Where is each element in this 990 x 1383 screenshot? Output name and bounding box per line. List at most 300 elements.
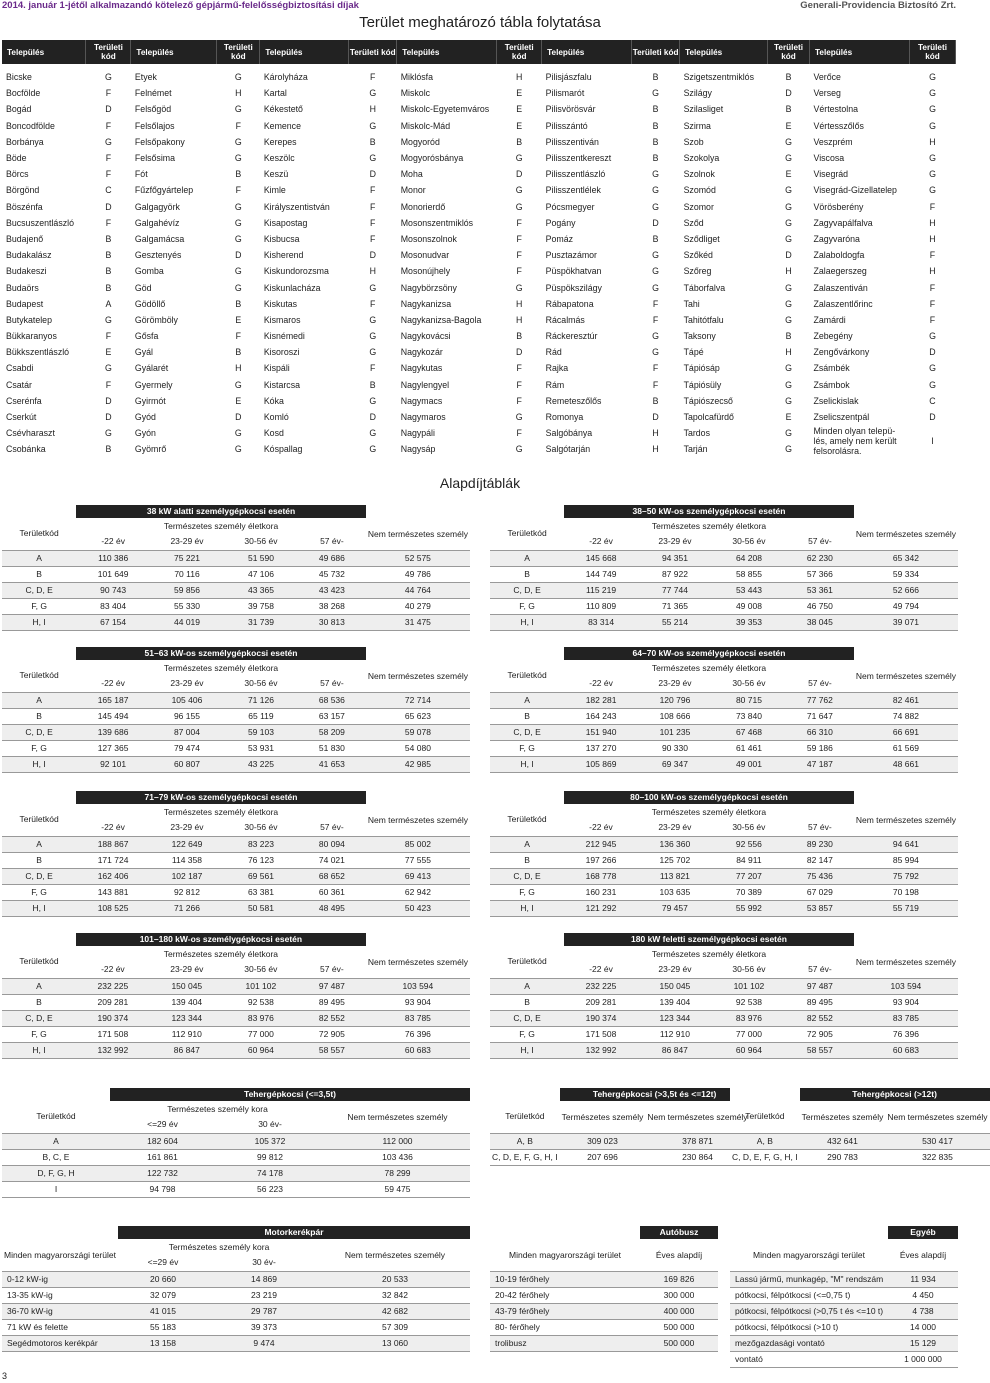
- settlement-name: Szob: [683, 136, 704, 147]
- bus-table: [490, 1226, 718, 1352]
- table-row: [2, 994, 470, 1010]
- table-row: [2, 377, 956, 393]
- premium-value: 97 487: [298, 978, 366, 994]
- settlement-code: G: [785, 379, 792, 390]
- area-code: H, I: [490, 756, 564, 772]
- area-code: F, G: [2, 884, 76, 900]
- settlement-code: G: [652, 282, 659, 293]
- premium-value: 50 423: [366, 900, 470, 916]
- settlement-name: Gyón: [134, 428, 156, 439]
- settlement-name: Zagyvaróna: [813, 233, 860, 244]
- area-code: C, D, E: [2, 1010, 76, 1026]
- premium-value: 171 508: [564, 1026, 638, 1042]
- moto-age-header: <=29 év: [118, 1255, 208, 1271]
- age-header: 57 év-: [298, 676, 366, 692]
- settlement-name: Kispáli: [263, 363, 290, 374]
- premium-value: 59 475: [325, 1181, 470, 1197]
- premium-value: 93 904: [854, 994, 958, 1010]
- premium-value: 132 992: [564, 1042, 638, 1058]
- table-row: [490, 1271, 718, 1287]
- settlement-code: G: [234, 233, 242, 244]
- area-code-header: Területkód: [2, 518, 76, 550]
- table-row: [2, 582, 470, 598]
- settlement-code: B: [235, 169, 242, 180]
- area-code: A: [490, 978, 564, 994]
- other-code-header: Minden magyarországi terület: [730, 1239, 888, 1271]
- settlement-name: Nagymacs: [400, 395, 443, 406]
- table-row: [490, 692, 958, 708]
- age-group-header: Természetes személy életkora: [651, 520, 767, 531]
- settlement-code: G: [515, 282, 523, 293]
- premium-value: 97 487: [786, 978, 854, 994]
- settlement-name: Budapest: [6, 298, 44, 309]
- row-label: pótkocsi, félpótkocsi (>10 t): [730, 1319, 888, 1335]
- table-row: [2, 1287, 470, 1303]
- settlement-code: I: [931, 436, 934, 447]
- settlement-name: Ráckeresztúr: [545, 331, 598, 342]
- premium-value: 139 686: [76, 724, 150, 740]
- table-row: [2, 409, 956, 425]
- table-row: [490, 614, 958, 630]
- settlement-name: Gomba: [134, 266, 164, 277]
- row-label: I: [2, 1181, 110, 1197]
- settlement-code: E: [785, 169, 792, 180]
- row-label: trolibusz: [490, 1335, 640, 1351]
- area-code: B: [490, 566, 564, 582]
- table-row: [2, 344, 956, 360]
- row-label: 13-35 kW-ig: [2, 1287, 118, 1303]
- row-label: B, C, E: [2, 1149, 110, 1165]
- settlement-code: G: [785, 298, 792, 309]
- settlement-name: Szomód: [683, 185, 716, 196]
- premium-value: 103 594: [854, 978, 958, 994]
- settlement-name: Miskolc-Mád: [400, 120, 451, 131]
- settlement-name: Csatár: [6, 379, 32, 390]
- other-annual-header: Éves alapdíj: [888, 1239, 958, 1271]
- settlement-name: Szőreg: [683, 266, 712, 277]
- base-table-title: 101–180 kW-os személygépkocsi esetén: [76, 933, 366, 946]
- premium-value: 87 004: [150, 724, 224, 740]
- area-code: C, D, E: [2, 582, 76, 598]
- settlement-name: Zalaegerszeg: [813, 266, 867, 277]
- row-label: 0-12 kW-ig: [2, 1271, 118, 1287]
- premium-value: 58 557: [298, 1042, 366, 1058]
- area-code: F, G: [490, 1026, 564, 1042]
- age-header: -22 év: [564, 676, 638, 692]
- settlement-code: D: [105, 201, 112, 212]
- column-header-code: Területi kód: [632, 40, 680, 64]
- settlement-code: E: [785, 412, 792, 423]
- area-code-header: Területkód: [490, 804, 564, 836]
- premium-value: 169 826: [640, 1271, 718, 1287]
- premium-value: 92 556: [712, 836, 786, 852]
- settlement-code: G: [369, 314, 377, 325]
- premium-value: 136 360: [638, 836, 712, 852]
- settlement-name: Gesztenyés: [134, 250, 182, 261]
- moto-group-header: Természetes személy kora: [168, 1241, 270, 1252]
- table-row: [490, 740, 958, 756]
- truck2-code-header: Területkód: [490, 1101, 560, 1133]
- premium-value: 15 129: [888, 1335, 958, 1351]
- settlement-name: Felnémet: [134, 88, 172, 99]
- table-row: [2, 1335, 470, 1351]
- premium-value: 300 000: [640, 1287, 718, 1303]
- settlement-code: F: [652, 363, 659, 374]
- premium-value: 92 538: [224, 994, 298, 1010]
- truck1-nonnat-header: Nem természetes személy: [325, 1101, 470, 1133]
- settlement-code: D: [235, 250, 242, 261]
- settlement-code: F: [652, 298, 659, 309]
- premium-value: 67 029: [786, 884, 854, 900]
- settlement-code: E: [235, 314, 242, 325]
- base-rate-table: [2, 647, 470, 773]
- premium-value: 53 361: [786, 582, 854, 598]
- table-row: [490, 1287, 718, 1303]
- area-code: B: [2, 852, 76, 868]
- table-row: [2, 1042, 470, 1058]
- premium-value: 232 225: [76, 978, 150, 994]
- settlement-name: Zselickislak: [813, 395, 859, 406]
- row-label: C, D, E, F, G, H, I: [490, 1149, 560, 1165]
- settlement-name: Pilisszentkereszt: [545, 153, 612, 164]
- premium-value: 72 905: [298, 1026, 366, 1042]
- premium-value: 69 561: [224, 868, 298, 884]
- settlement-name: Nagysáp: [400, 444, 436, 455]
- table-row: [2, 215, 956, 231]
- premium-value: 44 019: [150, 614, 224, 630]
- settlement-code: G: [785, 201, 792, 212]
- premium-value: 61 461: [712, 740, 786, 756]
- premium-value: 309 023: [560, 1133, 646, 1149]
- age-header: 57 év-: [786, 820, 854, 836]
- settlement-name: Tápiósáp: [683, 363, 720, 374]
- premium-value: 93 904: [366, 994, 470, 1010]
- premium-value: 80 715: [712, 692, 786, 708]
- settlement-name: Miskolc: [400, 88, 431, 99]
- settlement-code: A: [105, 298, 112, 309]
- premium-value: 73 840: [712, 708, 786, 724]
- settlement-code: H: [929, 266, 936, 277]
- settlement-code: F: [370, 298, 376, 309]
- premium-value: 74 882: [854, 708, 958, 724]
- settlement-code: G: [929, 185, 936, 196]
- premium-value: 209 281: [76, 994, 150, 1010]
- premium-value: 38 268: [298, 598, 366, 614]
- premium-value: 4 738: [888, 1303, 958, 1319]
- premium-value: 58 557: [786, 1042, 854, 1058]
- premium-value: 92 101: [76, 756, 150, 772]
- premium-value: 122 732: [110, 1165, 215, 1181]
- settlement-code: B: [652, 72, 659, 83]
- age-group-header: Természetes személy életkora: [163, 948, 279, 959]
- settlement-code: H: [516, 298, 523, 309]
- premium-value: 39 758: [224, 598, 298, 614]
- settlement-code: G: [234, 136, 242, 147]
- settlement-code: E: [105, 347, 112, 358]
- premium-value: 57 309: [320, 1319, 470, 1335]
- settlement-code: E: [235, 395, 242, 406]
- column-header-settlement: Település: [397, 40, 497, 64]
- table-row: [730, 1287, 958, 1303]
- settlement-code: G: [929, 363, 936, 374]
- settlement-name: Böde: [6, 153, 27, 164]
- premium-value: 39 353: [712, 614, 786, 630]
- settlement-name: Moha: [400, 169, 423, 180]
- premium-value: 60 964: [712, 1042, 786, 1058]
- settlement-code: F: [105, 153, 112, 164]
- premium-value: 58 855: [712, 566, 786, 582]
- settlement-code: H: [652, 444, 659, 455]
- non-natural-person-header: Nem természetes személy: [366, 518, 470, 550]
- row-label: pótkocsi, félpótkocsi (<=0,75 t): [730, 1287, 888, 1303]
- settlement-code: D: [369, 250, 376, 261]
- age-header: 30-56 év: [712, 820, 786, 836]
- settlement-code: D: [105, 395, 112, 406]
- settlement-name: Miklósfa: [400, 72, 433, 83]
- age-header: 30-56 év: [224, 962, 298, 978]
- table-row: [2, 296, 956, 312]
- settlement-name: Tápiószecső: [683, 395, 733, 406]
- settlement-code: F: [652, 314, 659, 325]
- premium-value: 94 351: [638, 550, 712, 566]
- area-code: A: [2, 978, 76, 994]
- page-number: 3: [2, 1371, 8, 1381]
- premium-value: 103 594: [366, 978, 470, 994]
- base-rate-table: [490, 791, 958, 917]
- settlement-code: F: [235, 185, 242, 196]
- table-row: [2, 868, 470, 884]
- settlement-code: F: [105, 217, 112, 228]
- table-row: [730, 1303, 958, 1319]
- settlement-code: F: [516, 250, 522, 261]
- settlement-code: B: [785, 331, 792, 342]
- settlement-name: Gyálarét: [134, 363, 169, 374]
- premium-value: 123 344: [150, 1010, 224, 1026]
- bus-code-header: Minden magyarországi terület: [490, 1239, 640, 1271]
- age-header: 23-29 év: [150, 820, 224, 836]
- age-header: 30-56 év: [224, 820, 298, 836]
- premium-value: 83 976: [224, 1010, 298, 1026]
- settlement-code: H: [235, 363, 242, 374]
- table-row: [490, 836, 958, 852]
- settlement-code: H: [929, 136, 936, 147]
- age-header: -22 év: [76, 534, 150, 550]
- premium-value: 76 396: [854, 1026, 958, 1042]
- premium-value: 47 106: [224, 566, 298, 582]
- settlement-name: Mosonszentmiklós: [400, 217, 474, 228]
- settlement-name: Mogyoród: [400, 136, 440, 147]
- premium-value: 115 219: [564, 582, 638, 598]
- premium-value: 82 461: [854, 692, 958, 708]
- premium-value: 102 187: [150, 868, 224, 884]
- settlement-code: F: [105, 169, 112, 180]
- settlement-code: G: [785, 153, 792, 164]
- table-row: [490, 1042, 958, 1058]
- settlement-code: G: [652, 185, 659, 196]
- premium-value: 32 079: [118, 1287, 208, 1303]
- settlement-name: Tápé: [683, 347, 704, 358]
- table-row: [2, 724, 470, 740]
- premium-value: 77 000: [712, 1026, 786, 1042]
- table-row: [2, 884, 470, 900]
- settlement-name: Monor: [400, 185, 426, 196]
- premium-value: 432 641: [800, 1133, 886, 1149]
- settlement-name: Kisbucsa: [263, 233, 300, 244]
- age-header: 30-56 év: [224, 534, 298, 550]
- table-row: [490, 1319, 718, 1335]
- settlement-code: G: [785, 363, 792, 374]
- premium-value: 13 060: [320, 1335, 470, 1351]
- premium-value: 29 787: [208, 1303, 320, 1319]
- premium-value: 75 436: [786, 868, 854, 884]
- settlement-code: G: [105, 428, 112, 439]
- settlement-code: B: [105, 233, 112, 244]
- settlement-code: G: [234, 72, 242, 83]
- moto-age-header: 30 év-: [208, 1255, 320, 1271]
- premium-value: 121 292: [564, 900, 638, 916]
- premium-value: 32 842: [320, 1287, 470, 1303]
- column-header-settlement: Település: [542, 40, 632, 64]
- settlement-name: Fűzfőgyártelep: [134, 185, 194, 196]
- premium-value: 79 457: [638, 900, 712, 916]
- settlement-name: Gyermely: [134, 379, 173, 390]
- area-code: C, D, E: [2, 868, 76, 884]
- settlement-code: F: [929, 282, 936, 293]
- settlement-code: H: [785, 266, 792, 277]
- settlement-code: G: [785, 395, 792, 406]
- settlement-name: Viscosa: [813, 153, 845, 164]
- settlement-code: F: [516, 266, 522, 277]
- settlement-name: Zsámbok: [813, 379, 850, 390]
- settlement-name: Szilágy: [683, 88, 712, 99]
- settlement-code: G: [785, 233, 792, 244]
- premium-value: 49 794: [854, 598, 958, 614]
- premium-value: 150 045: [638, 978, 712, 994]
- settlement-name: Kerepes: [263, 136, 297, 147]
- settlement-code: B: [105, 444, 112, 455]
- settlement-code: G: [369, 88, 377, 99]
- settlement-name: Kóspallag: [263, 444, 303, 455]
- settlement-name: Sződ: [683, 217, 704, 228]
- premium-value: 59 856: [150, 582, 224, 598]
- settlement-name: Sződliget: [683, 233, 720, 244]
- premium-value: 75 221: [150, 550, 224, 566]
- age-header: 23-29 év: [638, 676, 712, 692]
- settlement-code: F: [370, 201, 376, 212]
- settlement-code: D: [105, 412, 112, 423]
- settlement-name: Rajka: [545, 363, 569, 374]
- settlement-name: Nagylengyel: [400, 379, 450, 390]
- premium-value: 77 000: [224, 1026, 298, 1042]
- settlement-name: Göd: [134, 282, 152, 293]
- settlement-name: Zalaszentiván: [813, 282, 868, 293]
- truck3-code-header: Területkód: [730, 1101, 800, 1133]
- truck1-group-header: Természetes személy kora: [167, 1103, 268, 1114]
- settlement-name: Bükkaranyos: [6, 331, 57, 342]
- settlement-code: G: [785, 428, 792, 439]
- column-header-code: Területi kód: [86, 40, 131, 64]
- area-code: A: [490, 692, 564, 708]
- area-code: C, D, E: [490, 1010, 564, 1026]
- base-table-title: 38–50 kW-os személygépkocsi esetén: [564, 505, 854, 518]
- settlement-name: Kistarcsa: [263, 379, 300, 390]
- row-label: mezőgazdasági vontató: [730, 1335, 888, 1351]
- section-title: Alapdíjtáblák: [439, 475, 521, 491]
- settlement-name: Csobánka: [6, 444, 46, 455]
- premium-value: 182 604: [110, 1133, 215, 1149]
- settlement-name: Kismaros: [263, 314, 301, 325]
- premium-value: 137 270: [564, 740, 638, 756]
- table-row: [2, 69, 956, 85]
- age-group-header: Természetes személy életkora: [651, 662, 767, 673]
- settlement-code: C: [105, 185, 112, 196]
- premium-value: 77 207: [712, 868, 786, 884]
- settlement-code: G: [369, 428, 377, 439]
- premium-value: 64 208: [712, 550, 786, 566]
- premium-value: 112 910: [638, 1026, 712, 1042]
- area-code: A: [490, 550, 564, 566]
- table-row: [2, 1133, 470, 1149]
- settlement-name: Gödöllő: [134, 298, 166, 309]
- premium-value: 53 857: [786, 900, 854, 916]
- premium-value: 51 590: [224, 550, 298, 566]
- premium-value: 230 864: [645, 1149, 749, 1165]
- settlement-name: Rád: [545, 347, 562, 358]
- settlement-code: G: [785, 185, 792, 196]
- settlement-name: Vörösberény: [813, 201, 864, 212]
- premium-value: 75 792: [854, 868, 958, 884]
- age-header: 30-56 év: [712, 676, 786, 692]
- settlement-code: B: [652, 395, 659, 406]
- premium-value: 60 361: [298, 884, 366, 900]
- age-header: -22 év: [76, 676, 150, 692]
- age-group-header: Természetes személy életkora: [651, 948, 767, 959]
- row-label: Lassú jármű, munkagép, "M" rendszám: [730, 1271, 888, 1287]
- age-group-header: Természetes személy életkora: [163, 662, 279, 673]
- settlement-name: Pilisszentlélek: [545, 185, 601, 196]
- column-header-settlement: Település: [260, 40, 349, 64]
- premium-value: 83 314: [564, 614, 638, 630]
- premium-value: 60 683: [366, 1042, 470, 1058]
- premium-value: 71 266: [150, 900, 224, 916]
- non-natural-person-header: Nem természetes személy: [854, 946, 958, 978]
- table-row: [490, 598, 958, 614]
- table-row: [490, 756, 958, 772]
- base-rate-table: [490, 933, 958, 1059]
- base-rate-table: [490, 647, 958, 773]
- premium-value: 51 830: [298, 740, 366, 756]
- area-code: B: [2, 566, 76, 582]
- header-right: Generali-Providencia Biztosító Zrt.: [800, 0, 956, 11]
- row-label: 80- férőhely: [490, 1319, 640, 1335]
- settlement-name: Kisoroszi: [263, 347, 300, 358]
- premium-value: 55 719: [854, 900, 958, 916]
- premium-value: 69 347: [638, 756, 712, 772]
- premium-value: 52 575: [366, 550, 470, 566]
- age-header: -22 év: [564, 962, 638, 978]
- premium-value: 86 847: [638, 1042, 712, 1058]
- table-row: [2, 118, 956, 134]
- truck-35t-table: [2, 1088, 470, 1198]
- area-code: C, D, E: [490, 868, 564, 884]
- row-label: A, B: [490, 1133, 560, 1149]
- settlement-code: B: [652, 104, 659, 115]
- premium-value: 57 366: [786, 566, 854, 582]
- area-code: B: [490, 994, 564, 1010]
- premium-value: 190 374: [564, 1010, 638, 1026]
- premium-value: 82 552: [298, 1010, 366, 1026]
- settlement-code: G: [929, 120, 936, 131]
